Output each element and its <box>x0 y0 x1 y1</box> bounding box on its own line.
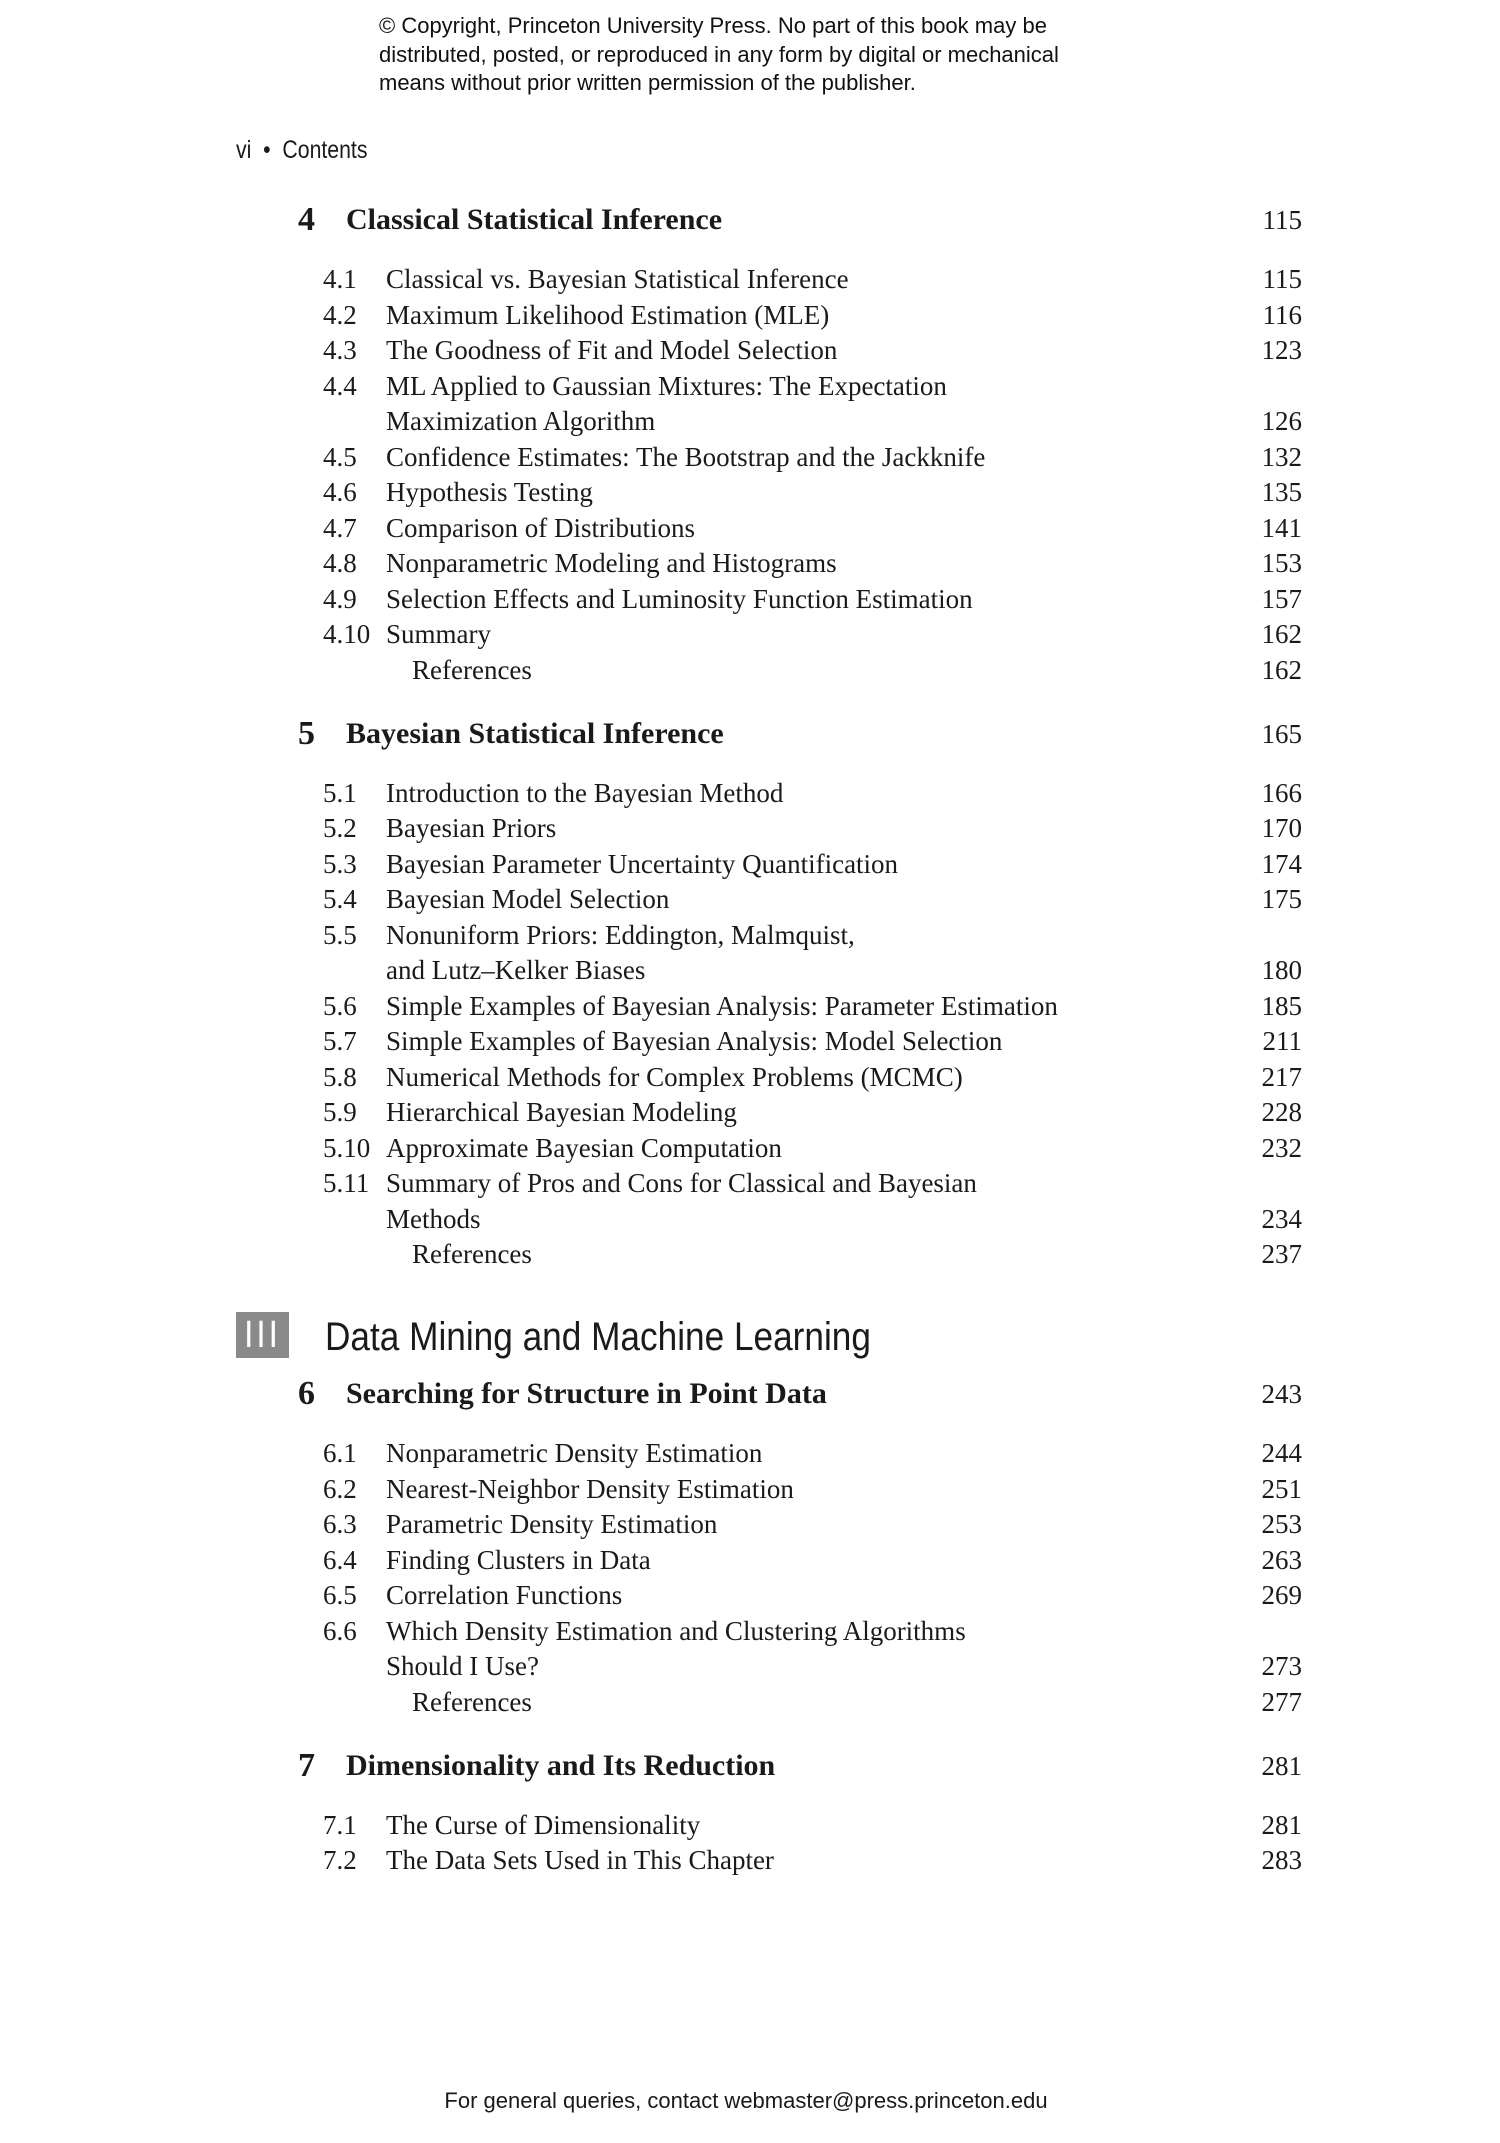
section-page: 269 <box>1261 1580 1302 1610</box>
section-title[interactable]: Summary <box>386 619 491 649</box>
section-title[interactable]: Simple Examples of Bayesian Analysis: Parameter Estimation <box>386 990 1058 1021</box>
section-number: 4.8 <box>323 548 357 578</box>
chapter-title[interactable]: Bayesian Statistical Inference <box>346 716 724 750</box>
section-page: 253 <box>1261 1509 1302 1539</box>
section-title[interactable]: Should I Use? <box>386 1651 539 1681</box>
section-title[interactable]: Finding Clusters in Data <box>386 1544 651 1575</box>
section-number: 6.3 <box>323 1509 357 1539</box>
section-title[interactable]: Methods <box>386 1203 481 1234</box>
section-title[interactable]: Which Density Estimation and Clustering Algorithms <box>386 1615 966 1646</box>
section-title[interactable]: The Curse of Dimensionality <box>386 1809 701 1840</box>
section-title[interactable]: Comparison of Distributions <box>386 512 695 543</box>
section-title[interactable]: Bayesian Parameter Uncertainty Quantification <box>386 848 899 879</box>
section-number: 7.2 <box>323 1845 357 1875</box>
section-number: 4.7 <box>323 512 357 543</box>
chapter-page: 115 <box>1262 205 1302 235</box>
chapter-title[interactable]: Classical Statistical Inference <box>346 203 723 236</box>
section-number: 5.2 <box>323 813 357 843</box>
chapter-number: 5 <box>298 714 315 752</box>
section-number: 5.11 <box>323 1168 370 1198</box>
chapter-title[interactable]: Searching for Structure in Point Data <box>346 1377 827 1410</box>
section-title[interactable]: Summary of Pros and Cons for Classical and Bayesian <box>386 1168 977 1198</box>
section-title[interactable]: Nonparametric Density Estimation <box>386 1438 763 1468</box>
part-number: III <box>244 1314 281 1356</box>
part-number-badge <box>236 1312 289 1358</box>
references-page: 162 <box>1261 654 1302 685</box>
section-title[interactable]: Nonuniform Priors: Eddington, Malmquist, <box>386 919 855 950</box>
references-entry[interactable]: References <box>412 1686 532 1717</box>
section-number: 5.6 <box>323 990 357 1021</box>
section-page: 174 <box>1261 848 1302 879</box>
section-page: 217 <box>1261 1061 1302 1092</box>
section-page: 281 <box>1261 1809 1302 1840</box>
section-number: 5.5 <box>323 919 357 950</box>
section-title[interactable]: Simple Examples of Bayesian Analysis: Model Selection <box>386 1026 1003 1056</box>
references-entry[interactable]: References <box>412 1239 532 1269</box>
references-entry[interactable]: References <box>412 654 532 685</box>
section-page: 180 <box>1261 955 1302 985</box>
running-head: vi • Contents <box>236 136 368 164</box>
section-title[interactable]: ML Applied to Gaussian Mixtures: The Expectation <box>386 370 947 401</box>
section-number: 6.6 <box>323 1615 357 1646</box>
section-page: 283 <box>1261 1845 1302 1875</box>
section-title[interactable]: Bayesian Priors <box>386 813 557 843</box>
chapter-number: 6 <box>298 1375 315 1412</box>
chapter-title[interactable]: Dimensionality and Its Reduction <box>346 1748 776 1782</box>
copyright-line: © Copyright, Princeton University Press. No part of this book may be <box>379 13 1047 38</box>
section-number: 4.2 <box>323 299 357 330</box>
section-number: 4.5 <box>323 441 357 472</box>
section-number: 7.1 <box>323 1809 357 1840</box>
section-title[interactable]: Nonparametric Modeling and Histograms <box>386 548 837 578</box>
chapter-number: 4 <box>298 201 315 238</box>
section-page: 126 <box>1261 406 1302 436</box>
section-page: 251 <box>1261 1473 1302 1504</box>
section-page: 211 <box>1262 1026 1302 1056</box>
section-number: 4.3 <box>323 335 357 365</box>
section-title[interactable]: Nearest-Neighbor Density Estimation <box>386 1473 794 1504</box>
section-title[interactable]: Correlation Functions <box>386 1580 623 1610</box>
section-page: 185 <box>1261 990 1302 1021</box>
section-title[interactable]: The Data Sets Used in This Chapter <box>386 1845 774 1875</box>
section-number: 4.6 <box>323 477 357 507</box>
section-page: 132 <box>1261 441 1302 472</box>
section-number: 5.8 <box>323 1061 357 1092</box>
section-number: 5.1 <box>323 777 357 808</box>
section-title[interactable]: Introduction to the Bayesian Method <box>386 777 784 808</box>
section-title[interactable]: Parametric Density Estimation <box>386 1509 718 1539</box>
section-page: 162 <box>1261 619 1302 649</box>
section-number: 5.3 <box>323 848 357 879</box>
section-page: 175 <box>1261 884 1302 914</box>
section-page: 135 <box>1261 477 1302 507</box>
section-title[interactable]: and Lutz–Kelker Biases <box>386 955 646 985</box>
section-page: 157 <box>1261 583 1302 614</box>
section-title[interactable]: Selection Effects and Luminosity Function Estimation <box>386 583 973 614</box>
section-page: 166 <box>1261 777 1302 808</box>
section-title[interactable]: Classical vs. Bayesian Statistical Inference <box>386 264 849 294</box>
section-number: 5.4 <box>323 884 357 914</box>
references-page: 237 <box>1261 1239 1302 1269</box>
section-number: 5.10 <box>323 1132 371 1163</box>
section-page: 116 <box>1262 299 1302 330</box>
section-title[interactable]: Hypothesis Testing <box>386 477 593 507</box>
part-title: Data Mining and Machine Learning <box>325 1315 871 1359</box>
chapter-page: 281 <box>1261 1750 1302 1781</box>
section-title[interactable]: The Goodness of Fit and Model Selection <box>386 335 838 365</box>
section-number: 5.7 <box>323 1026 357 1056</box>
section-title[interactable]: Maximization Algorithm <box>386 406 656 436</box>
references-page: 277 <box>1261 1686 1302 1717</box>
section-title[interactable]: Maximum Likelihood Estimation (MLE) <box>386 299 830 330</box>
section-page: 170 <box>1261 813 1302 843</box>
chapter-number: 7 <box>298 1746 315 1784</box>
section-number: 4.9 <box>323 583 357 614</box>
section-number: 6.5 <box>323 1580 357 1610</box>
copyright-line: distributed, posted, or reproduced in any form by digital or mechanical <box>379 42 1059 67</box>
section-number: 6.1 <box>323 1438 357 1468</box>
copyright-line: means without prior written permission of the publisher. <box>379 70 916 95</box>
chapter-page: 243 <box>1261 1379 1302 1409</box>
section-page: 228 <box>1261 1097 1302 1127</box>
section-title[interactable]: Bayesian Model Selection <box>386 884 670 914</box>
section-number: 4.1 <box>323 264 357 294</box>
section-page: 153 <box>1261 548 1302 578</box>
section-number: 6.2 <box>323 1473 357 1504</box>
section-number: 5.9 <box>323 1097 357 1127</box>
section-page: 141 <box>1261 512 1302 543</box>
chapter-page: 165 <box>1261 718 1302 749</box>
section-page: 263 <box>1261 1544 1302 1575</box>
section-title[interactable]: Confidence Estimates: The Bootstrap and the Jackknife <box>386 441 986 472</box>
section-page: 115 <box>1262 264 1302 294</box>
section-page: 273 <box>1261 1651 1302 1681</box>
section-title[interactable]: Approximate Bayesian Computation <box>386 1132 782 1163</box>
section-title[interactable]: Hierarchical Bayesian Modeling <box>386 1097 737 1127</box>
footer-contact: For general queries, contact webmaster@press.princeton.edu <box>444 2088 1048 2113</box>
section-number: 4.4 <box>323 370 357 401</box>
section-page: 234 <box>1261 1203 1302 1234</box>
section-number: 6.4 <box>323 1544 357 1575</box>
section-title[interactable]: Numerical Methods for Complex Problems (MCMC) <box>386 1061 963 1092</box>
section-page: 232 <box>1261 1132 1302 1163</box>
section-page: 123 <box>1261 335 1302 365</box>
section-page: 244 <box>1261 1438 1302 1468</box>
section-number: 4.10 <box>323 619 371 649</box>
